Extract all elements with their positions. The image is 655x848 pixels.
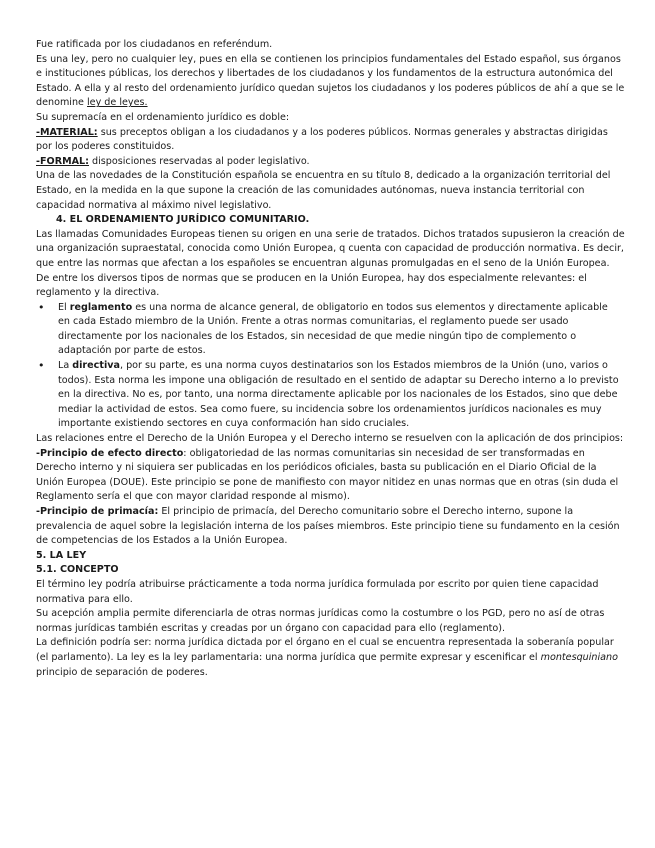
bullet2-text: , por su parte, es una norma cuyos destinatarios son los Estados miembros de la Unión (uno, varios o todos). Esta norma les impone una obligación de resultado en el sentido de adaptar su Derecho interno a lo previsto en la directiva. No es, por tanto, una norma directamente aplicable por los nacionales de los Estados, sino que debe mediar la actividad de estos. Sea como fuere, su incidencia sobre los ordenamientos jurídicos nacionales es muy importante existiendo sectores en cuya conformación han sido cruciales. (58, 360, 619, 430)
bullet1-prefix: El (58, 301, 70, 313)
list-item-directiva (36, 359, 626, 432)
definition-text: La definición podría ser: norma jurídica dictada por el órgano en el cual se encuentra representada la soberanía popular (el parlamento). La ley es la ley parlamentaria: una norma jurídica que permite expresar y escenificar el (36, 637, 614, 663)
ley-de-leyes-link: ley de leyes. (87, 97, 148, 109)
intro-novelty: Una de las novedades de la Constitución española se encuentra en su título 8, dedicado a la organización territorial del Estado, en la medida en la que supone la creación de las comunidades autónomas, nueva instancia territorial con capacidad normativa al máximo nivel legislativo. (36, 170, 611, 211)
principle-primacy (36, 505, 626, 549)
definition-end: principio de separación de poderes. (36, 666, 208, 678)
reglamento-term: reglamento (69, 301, 133, 313)
relations-paragraph: Las relaciones entre el Derecho de la Unión Europea y el Derecho interno se resuelven con la aplicación de dos principios: (36, 433, 624, 445)
bullet1-text: es una norma de alcance general, de obligatorio en todos sus elementos y directamente aplicable en cada Estado miembro de la Unión. Frente a otras normas comunitarias, el reglamento puede ser usado directamente por los nacionales de los Estados, sin necesidad de que medie ningún tipo de complemento o adaptación por parte de estos. (58, 301, 608, 357)
material-label: -MATERIAL: (36, 126, 98, 138)
principle-direct-effect (36, 447, 626, 505)
principle2-text: El principio de primacía, del Derecho comunitario sobre el Derecho interno, supone la prevalencia de aquel sobre la legislación interna de los países miembros. Este principio tiene su fundamento en la cesión de competencias de los Estados a la Unión Europea. (36, 506, 620, 547)
section-5-1-heading: 5.1. CONCEPTO (36, 564, 119, 576)
norm-types-list (36, 301, 626, 432)
section-5-p1: El término ley podría atribuirse prácticamente a toda norma jurídica formulada por escrito por quien tiene capacidad normativa para ello. (36, 578, 599, 605)
section-4-intro: Las llamadas Comunidades Europeas tienen su origen en una serie de tratados. Dichos tratados supusieron la creación de una organización supraestatal, conocida como Unión Europea, q cuenta con capacidad de producción normativa. Es decir, que entre las normas que afectan a los españoles se encuentran algunas promulgadas en el seno de la Unión Europea. (36, 228, 625, 269)
principle1-label: -Principio de efecto directo (36, 447, 184, 459)
document-page (36, 38, 626, 680)
section-5-p3 (36, 636, 626, 680)
formal-text: disposiciones reservadas al poder legislativo. (89, 155, 310, 167)
list-item-reglamento (36, 301, 626, 359)
section-4-types: De entre los diversos tipos de normas que se producen en la Unión Europea, hay dos especialmente relevantes: el reglamento y la directiva. (36, 272, 587, 299)
intro-constitution-paragraph (36, 53, 626, 111)
intro-supremacy: Su supremacía en el ordenamiento jurídico es doble: (36, 111, 290, 123)
formal-paragraph (36, 155, 626, 170)
intro-ratification: Fue ratificada por los ciudadanos en referéndum. (36, 39, 273, 50)
directiva-term: directiva (72, 360, 120, 372)
bullet2-prefix: La (58, 360, 73, 372)
formal-label: -FORMAL: (36, 155, 89, 167)
principle1-text: : obligatoriedad de las normas comunitarias sin necesidad de ser transformadas en Derecho interno y ni siquiera ser publicadas en los periódicos oficiales, basta su publicación en el Diario Oficial de la Unión Europea (DOUE). Este principio se pone de manifiesto con mayor nitidez en unas normas que en otras (sin duda el Reglamento sería el que con mayor claridad responde al mismo). (36, 447, 619, 503)
section-4-heading: 4. EL ORDENAMIENTO JURÍDICO COMUNITARIO. (56, 214, 310, 226)
material-text: sus preceptos obligan a los ciudadanos y a los poderes públicos. Normas generales y abstractas dirigidas por los poderes constituidos. (36, 126, 608, 153)
montesquiniano-term: montesquiniano (540, 651, 618, 663)
section-5-p2: Su acepción amplia permite diferenciarla de otras normas jurídicas como la costumbre o los PGD, pero no así de otras normas jurídicas también escritas y creadas por un órgano con capacidad para ello (reglamento). (36, 608, 605, 634)
material-paragraph (36, 126, 626, 155)
principle2-label: -Principio de primacía: (36, 506, 159, 517)
intro-constitution-text: Es una ley, pero no cualquier ley, pues en ella se contienen los principios fundamentales del Estado español, sus órganos e instituciones públicas, los derechos y libertades de los ciudadanos y los fundamentos de la estructura autonómica del Estado. A ella y al resto del ordenamiento jurídico quedan sujetos los ciudadanos y los poderes públicos de ahí a que se le denomine (36, 53, 625, 109)
section-5-heading: 5. LA LEY (36, 549, 87, 561)
